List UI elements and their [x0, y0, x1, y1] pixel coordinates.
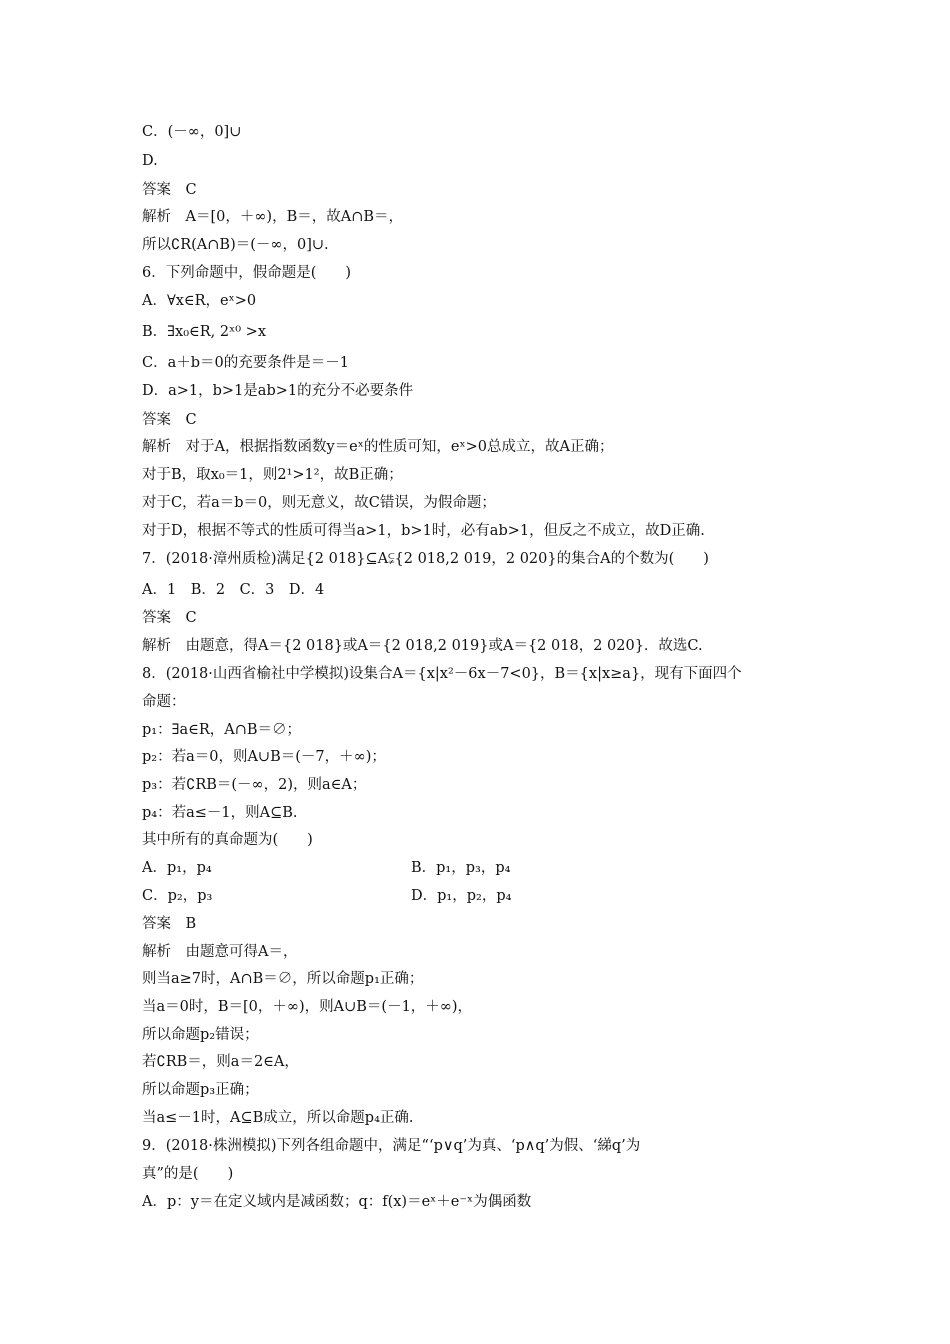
text-line-16: A．1 B．2 C．3 D．4 — [142, 582, 325, 598]
text-line-32: 所以命题p₃正确； — [142, 1082, 259, 1098]
text-line-26: 答案 B — [142, 916, 197, 932]
text-line-2: 答案 C — [142, 182, 197, 198]
text-line-3: 解析 A＝[0，＋∞)，B＝，故A∩B＝， — [142, 209, 404, 225]
text-line-4: 所以∁R(A∩B)＝(－∞，0]∪. — [142, 237, 329, 253]
text-line-34: 9．(2018·株洲模拟)下列各组命题中，满足“‘p∨q’为真、‘p∧q’为假、‘綈q’为 — [142, 1138, 641, 1154]
q8-option-1: B．p₁，p₃，p₄ — [411, 860, 511, 876]
text-line-0: C．(－∞，0]∪ — [142, 124, 242, 140]
text-line-28: 则当a≥7时，A∩B＝∅，所以命题p₁正确； — [142, 971, 424, 987]
text-line-29: 当a＝0时，B＝[0，＋∞)，则A∪B＝(－1，＋∞)， — [142, 999, 473, 1015]
text-line-20: 命题： — [142, 694, 186, 710]
text-line-31: 若∁RB＝，则a＝2∈A， — [142, 1054, 299, 1070]
q8-option-3: D．p₁，p₂，p₄ — [411, 888, 512, 904]
text-line-14: 对于D，根据不等式的性质可得当a>1，b>1时，必有ab>1，但反之不成立，故D正确. — [142, 523, 705, 539]
text-line-8: C．a＋b＝0的充要条件是＝－1 — [142, 355, 349, 371]
text-line-6: A．∀x∈R，eˣ>0 — [142, 293, 257, 309]
text-line-30: 所以命题p₂错误； — [142, 1027, 259, 1043]
text-line-24: p₄：若a≤－1，则A⊆B. — [142, 805, 298, 821]
text-line-22: p₂：若a＝0，则A∪B＝(－7，＋∞)； — [142, 749, 386, 765]
text-line-23: p₃：若∁RB＝(－∞，2)，则a∈A； — [142, 777, 367, 793]
text-line-7: B．∃x₀∈R, 2ˣ⁰ >x — [142, 324, 267, 340]
text-line-11: 解析 对于A，根据指数函数y＝eˣ的性质可知，eˣ>0总成立，故A正确； — [142, 439, 614, 455]
text-line-17: 答案 C — [142, 610, 197, 626]
text-line-19: 8．(2018·山西省榆社中学模拟)设集合A＝{x|x²－6x－7<0}，B＝{x|x≥a}，现有下面四个 — [142, 666, 742, 682]
text-line-12: 对于B，取x₀＝1，则2¹>1²，故B正确； — [142, 467, 403, 483]
text-line-15: 7．(2018·漳州质检)满足{2 018}⊆A⫋{2 018,2 019，2 020}的集合A的个数为( ) — [142, 551, 709, 567]
text-line-5: 6．下列命题中，假命题是( ) — [142, 265, 352, 281]
text-line-36: A．p：y＝在定义域内是减函数；q：f(x)＝eˣ＋e⁻ˣ为偶函数 — [142, 1194, 532, 1210]
q8-option-0: A．p₁，p₄ — [142, 860, 212, 876]
text-line-13: 对于C，若a＝b＝0，则无意义，故C错误，为假命题； — [142, 495, 496, 511]
text-line-25: 其中所有的真命题为( ) — [142, 832, 313, 848]
text-line-35: 真”的是( ) — [142, 1166, 234, 1182]
text-line-1: D. — [142, 153, 158, 169]
text-line-27: 解析 由题意可得A＝， — [142, 944, 298, 960]
text-line-18: 解析 由题意，得A＝{2 018}或A＝{2 018,2 019}或A＝{2 018，2 020}．故选C. — [142, 638, 703, 654]
text-line-10: 答案 C — [142, 412, 197, 428]
text-line-21: p₁：∃a∈R，A∩B＝∅； — [142, 722, 302, 738]
text-line-33: 当a≤－1时，A⊆B成立，所以命题p₄正确. — [142, 1110, 414, 1126]
text-line-9: D．a>1，b>1是ab>1的充分不必要条件 — [142, 383, 414, 399]
q8-option-2: C．p₂，p₃ — [142, 888, 213, 904]
